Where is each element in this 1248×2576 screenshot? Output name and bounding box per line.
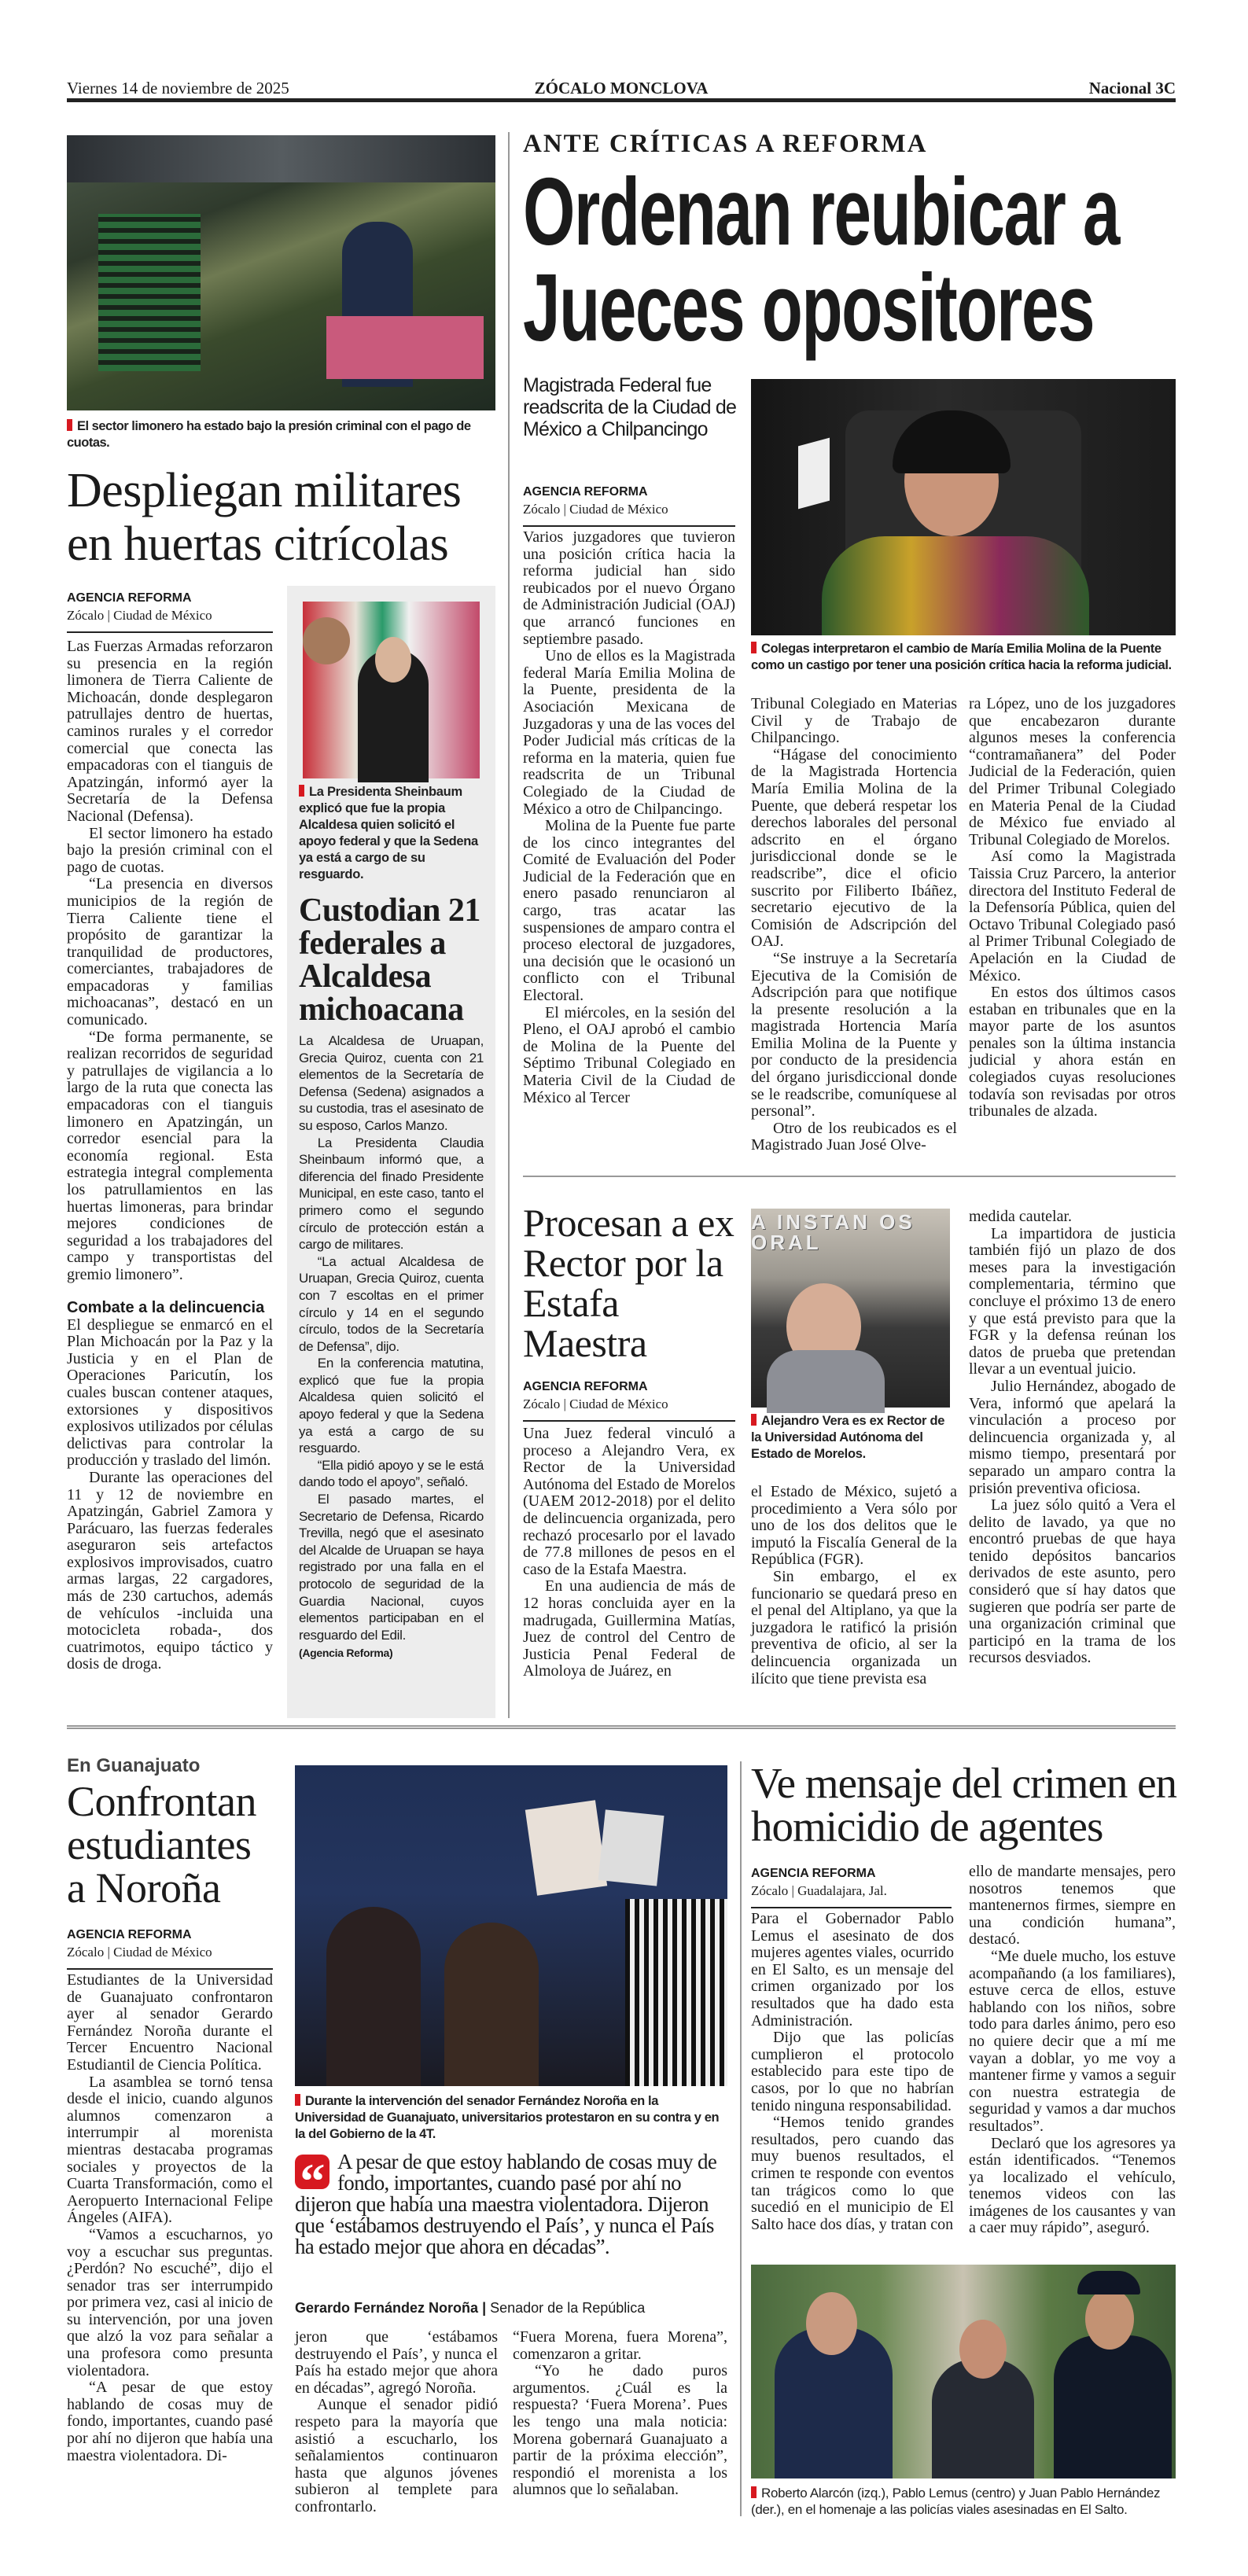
paragraph: Declaró que los agresores ya están identificados. “Tenemos ya localizado el vehículo, tenemos videos con las imágenes de los causantes y van a caer muy rápido”, aseguró. <box>969 2134 1176 2237</box>
article-body <box>67 638 273 1700</box>
column-rule <box>740 1761 742 2516</box>
subheading: Combate a la delincuencia <box>67 1298 265 1316</box>
byline <box>67 590 273 633</box>
paragraph: El pasado martes, el Secretario de Defensa, Ricardo Trevilla, negó que el asesinato del Alcalde de Uruapan se haya registrado por una falla en el protocolo de seguridad de la Guardia Nacional, cuyos elementos participaban en el resguardo del Edil. <box>299 1492 484 1643</box>
paragraph: ra López, uno de los juzgadores que encabezaron durante algunos meses la conferencia “contramañanera” del Poder Judicial de la Federación, quien del Primer Tribunal Colegiado en Materia Penal de la Ciudad de México fue enviado al Tribunal Colegiado de Morelos. <box>969 695 1176 848</box>
article-body-col-3 <box>969 1209 1176 1696</box>
sidebar-box <box>287 586 495 1718</box>
article-body-col-2 <box>751 695 957 1154</box>
paragraph: Varios juzgadores que tuvieron una posición crítica hacia la reforma judicial han sido reubicados por el nuevo Órgano de Administración Judicial (OAJ) que arrancó funciones en septiembre pasado. <box>523 528 735 648</box>
photo-caption: Durante la intervención del senador Fernández Noroña en la Universidad de Guanajuato, universitarios protestaron en su contra y en la del Gobierno de la 4T. <box>295 2093 731 2143</box>
paragraph: “Ella pidió apoyo y se le está dando todo el apoyo”, señaló. <box>299 1457 484 1490</box>
paragraph: “Fuera Morena, fuera Morena”, comenzaron a gritar. <box>513 2328 727 2363</box>
paragraph: Tribunal Colegiado en Materias Civil y de Trabajo de Chilpancingo. <box>751 695 957 747</box>
paragraph: jeron que ‘estábamos destruyendo el País’, y nunca el País ha estado mejor que ahora en décadas”, agregó Noroña. <box>295 2328 498 2397</box>
paragraph: Julio Hernández, abogado de Vera, informó que apelará la vinculación a proceso por delincuencia organizada y, al mismo tiempo, presentará por separado un amparo contra la prisión preventiva oficiosa. <box>969 1377 1176 1497</box>
deck: Magistrada Federal fue readscrita de la Ciudad de México a Chilpancingo <box>523 374 737 440</box>
officials-homage-photo <box>751 2265 1176 2478</box>
paragraph: La asamblea se tornó tensa desde el inicio, cuando algunos alumnos comenzaron a interrumpir al morenista mientras destacaba programas sociales y proyectos de la Cuarta Transformación, como el Aeropuerto Internacional Felipe Ángeles (AIFA). <box>67 2073 273 2227</box>
paragraph: El miércoles, en la sesión del Pleno, el OAJ aprobó el cambio de Molina de la Puente del Séptimo Tribunal Colegiado en Materia Civil de la Ciudad de México al Tercer <box>523 1003 735 1106</box>
photo-caption: La Presidenta Sheinbaum explicó que fue la propia Alcaldesa quien solicitó el apoyo federal y que la Sedena ya está a cargo de su resguardo. <box>299 784 484 883</box>
paragraph: el Estado de México, sujetó a procedimiento a Vera sólo por uno de los dos delitos que le imputó la Fiscalía General de la República (FGR). <box>751 1483 957 1569</box>
headline-line-1: Ordenan reubicar a <box>523 158 1119 265</box>
paragraph: “Hemos tenido grandes resultados, pero cuando das muy buenos resultados, el crimen te responde con eventos tan trágicos como lo que sucedió en el municipio de El Salto hace dos días, y tratan con <box>751 2114 954 2233</box>
paragraph: La Presidenta Claudia Sheinbaum informó que, a diferencia del finado Presidente Municipal, en este caso, tanto el primero como el segundo círculo de protección están a cargo de militares. <box>299 1135 484 1253</box>
agency: AGENCIA REFORMA <box>751 1867 876 1880</box>
paragraph: “A pesar de que estoy hablando de cosas muy de fondo, importantes, cuando pasé por ahí no dijeron que había una maestra violentadora. Di- <box>67 2379 273 2464</box>
paragraph: “Se instruye a la Secretaría Ejecutiva de la Comisión de Adscripción para que notifique la presente resolución a la magistrada Hortencia María Emilia Molina de la Puente y por conducto de la presidencia del órgano jurisdiccional donde se le readscribe, comuníquese al personal”. <box>751 949 957 1121</box>
paragraph: La juez sólo quitó a Vera el delito de lavado, ya que no encontró pruebas de que haya tenido depósitos bancarios derivados de este asunto, pero consideró que sí hay datos que sugieren que podría ser parte de una organización criminal que participó en la trama de los recursos desviados. <box>969 1496 1176 1667</box>
agency: AGENCIA REFORMA <box>523 1380 648 1393</box>
byline <box>523 484 735 527</box>
column-rule <box>508 132 510 1718</box>
article-headline: Confrontan estudiantes a Noroña <box>67 1778 256 1912</box>
quote-text: A pesar de que estoy hablando de cosas muy de fondo, importantes, cuando pasé por ahí no dijeron que había una maestra violentadora. Dijeron que ‘estábamos destruyendo el País’, y nunca el País ha estado mejor que ahora en décadas”. <box>295 2150 717 2258</box>
paragraph: Sin embargo, el ex funcionario se quedará preso en el penal del Altiplano, ya que la juzgadora le ratificó la prisión preventiva de oficio, al ser la delincuencia organizada un ilícito que tiene prevista esa <box>751 1567 957 1687</box>
kicker: ANTE CRÍTICAS A REFORMA <box>523 130 928 158</box>
article-headline: Procesan a ex Rector por la Estafa Maestra <box>523 1201 734 1365</box>
paragraph: La Alcaldesa de Uruapan, Grecia Quiroz, cuenta con 21 elementos de la Secretaría de Defensa (Sedena) asignados a su custodia, tras el asesinato de su esposo, Carlos Manzo. <box>299 1033 484 1133</box>
article-body-col-1 <box>523 1426 735 1697</box>
quote-attribution: Gerardo Fernández Noroña | Senador de la República <box>295 2300 646 2316</box>
credit: (Agencia Reforma) <box>299 1647 393 1660</box>
paragraph: En estos dos últimos casos estaban en tribunales que en la mayor parte de los asuntos penales son la última instancia judicial y ahora están en colegiados cuyas resoluciones todavía son revisadas por otros tribunales de alzada. <box>969 984 1176 1121</box>
dateline: Zócalo | Ciudad de México <box>67 1945 212 1960</box>
paragraph: Molina de la Puente fue parte de los cinco integrantes del Comité de Evaluación del Poder Judicial de la Federación que en enero pasado renunciaron al cargo, tras acatar las suspensiones de amparo contra el proceso electoral de juzgadores, una decisión que le ocasionó un conflicto con el Tribunal Electoral. <box>523 817 735 1005</box>
paragraph: Para el Gobernador Pablo Lemus el asesinato de dos mujeres agentes viales, ocurrido en El Salto, es un mensaje del crimen organizado por los resultados que ha dado esta Administración. <box>751 1910 954 2030</box>
article-body-col-2 <box>751 1484 957 1696</box>
issue-date: Viernes 14 de noviembre de 2025 <box>67 79 289 98</box>
student-protest-photo <box>295 1765 727 2086</box>
paragraph: Así como la Magistrada Taissia Cruz Parcero, la anterior directora del Instituto Federal de la Defensoría Pública, quien del Octavo Tribunal Colegiado pasó al Primer Tribunal Colegiado de Apelación en la Ciudad de México. <box>969 848 1176 984</box>
pull-quote <box>295 2151 731 2258</box>
byline <box>523 1378 735 1422</box>
newspaper-name: ZÓCALO MONCLOVA <box>534 79 709 98</box>
paragraph: Una Juez federal vinculó a proceso a Alejandro Vera, ex Rector de la Universidad Autónoma del Estado de Morelos (UAEM 2012-2018) por el delito de delincuencia organizada, pero rechazó procesarlo por el lavado de 77.8 millones de pesos en el caso de la Estafa Maestra. <box>523 1425 735 1578</box>
paragraph: La impartidora de justicia también fijó un plazo de dos meses para la investigación complementaria, término que concluye el próximo 13 de enero y que está previsto para que la FGR y la defensa reúnan los datos de prueba que pretendan llevar a un eventual juicio. <box>969 1224 1176 1378</box>
paragraph: “La actual Alcaldesa de Uruapan, Grecia Quiroz, cuenta con 7 escoltas en el primer círculo y 14 en el segundo círculo, todos de la Secretaría de Defensa”, dijo. <box>299 1253 484 1354</box>
paragraph: “La presencia en diversos municipios de la región de Tierra Caliente tiene el propósito de garantizar la tranquilidad de productores, comerciantes, trabajadores de empacadoras y familias michoacanas”, destacó en un comunicado. <box>67 875 273 1029</box>
agency: AGENCIA REFORMA <box>67 1928 192 1941</box>
article-body-col-3 <box>513 2329 727 2506</box>
ex-rector-photo <box>751 1209 950 1408</box>
section-page: Nacional 3C <box>1088 79 1176 98</box>
photo-caption: Roberto Alarcón (izq.), Pablo Lemus (centro) y Juan Pablo Hernández (der.), en el homenaje a las policías viales asesinadas en El Salto. <box>751 2485 1180 2518</box>
dateline: Zócalo | Ciudad de México <box>67 608 212 623</box>
kicker: En Guanajuato <box>67 1755 201 1776</box>
agency: AGENCIA REFORMA <box>67 591 192 605</box>
paragraph: Aunque el senador pidió respeto para la mayoría que asistió a escucharlo, los señalamientos continuaron hasta que algunos jóvenes subieron al templete para confrontarlo. <box>295 2396 498 2515</box>
paragraph: Durante las operaciones del 11 y 12 de noviembre en Apatzingán, Gabriel Zamora y Parácuaro, las fuerzas federales aseguraron seis artefactos explosivos improvisados, cuatro armas largas, 22 cargadores, más de 230 cartuchos, además de vehículos -incluida una motocicleta robada-, dos cuatrimotos, equipo táctico y dosis de droga. <box>67 1468 273 1673</box>
byline <box>751 1865 952 1908</box>
article-body-col-1 <box>751 1911 954 2257</box>
paragraph: “De forma permanente, se realizan recorridos de seguridad y patrullajes de vigilancia a lo largo de la ruta que conecta las empacadoras con el tianguis limonero en Apatzingán, un corredor esencial para la economía regional. Esta estrategia integral complementa los patrullamientos en las huertas limoneras, para brindar mejores condiciones de seguridad a los trabajadores del campo y transportistas del gremio limonero”. <box>67 1028 273 1283</box>
article-body-col-1 <box>67 1972 273 2523</box>
article-body-col-1 <box>523 529 735 1135</box>
paragraph: ello de mandarte mensajes, pero nosotros tenemos que mantenernos firmes, siempre en una condición humana”, destacó. <box>969 1863 1176 1949</box>
photo-caption: El sector limonero ha estado bajo la presión criminal con el pago de cuotas. <box>67 418 507 451</box>
building-sign: A INSTAN OS ORAL <box>751 1210 924 1254</box>
section-divider <box>67 1725 1176 1729</box>
paragraph: El despliegue se enmarcó en el Plan Michoacán por la Paz y la Justicia y en el Plan de Operaciones Paricutín, los cuales buscan contener ataques, extorsiones y dispositivos explosivos utilizados por células delictivas para controlar la producción y traslado del limón. <box>67 1316 273 1470</box>
section-rule <box>523 1176 1176 1177</box>
paragraph: “Yo he dado puros argumentos. ¿Cuál es la respuesta? ‘Fuera Morena’. Pues les tengo una mala noticia: Morena gobernará Guanajuato a partir de la próxima elección”, respondió el morenista a los alumnos que lo señalaban. <box>513 2362 727 2499</box>
dateline: Zócalo | Ciudad de México <box>523 502 668 517</box>
paragraph: Uno de ellos es la Magistrada federal María Emilia Molina de la Puente, presidenta de la Asociación Mexicana de Juzgadoras y una de las voces del Poder Judicial más críticas de la reforma en la materia, quien fue readscrita de un Tribunal Colegiado de la Ciudad de México a otro de Chilpancingo. <box>523 647 735 818</box>
lemon-packing-photo <box>67 135 495 410</box>
article-headline: Ve mensaje del crimen en homicidio de agentes <box>751 1759 1177 1850</box>
page-header <box>67 79 1176 102</box>
paragraph: “Me duele mucho, los estuve acompañando (a los familiares), estuve cerca de ellos, estuve hablando con los niños, sobre todo para darles ánimo, pero eso no quiere decir que a mí me vayan a doblar, yo me voy a mantener firme y vamos a seguir con nuestra estrategia de seguridad y vamos a dar muchos resultados”. <box>969 1947 1176 2135</box>
headline-line-2: Jueces opositores <box>523 254 1095 361</box>
sidebar-headline: Custodian 21 federales a Alcaldesa michoacana <box>299 892 480 1028</box>
dateline: Zócalo | Guadalajara, Jal. <box>751 1883 887 1898</box>
paragraph: En una audiencia de más de 12 horas concluida ayer en la madrugada, Guillermina Matías, Juez de control del Centro de Justicia Penal Federal de Almoloya de Juárez, en <box>523 1577 735 1680</box>
agency: AGENCIA REFORMA <box>523 485 648 499</box>
paragraph: En la conferencia matutina, explicó que fue la propia Alcaldesa quien solicitó el apoyo federal y que la Sedena ya está a cargo de su resguardo. <box>299 1356 484 1456</box>
photo-caption: Colegas interpretaron el cambio de María Emilia Molina de la Puente como un castigo por tener una posición crítica hacia la reforma judicial. <box>751 641 1180 674</box>
paragraph: El sector limonero ha estado bajo la presión criminal con el pago de cuotas. <box>67 824 273 876</box>
paragraph: “Hágase del conocimiento de la Magistrada Hortencia María Emilia Molina de la Puente, que deberá respetar los derechos laborales del personal adscrito en el órgano jurisdiccional donde se le readscribe”, dice el oficio suscrito por Filiberto Ibáñez, secretario ejecutivo de la Comisión de Adscripción del OAJ. <box>751 745 957 951</box>
magistrate-photo <box>751 379 1176 635</box>
quote-author: Gerardo Fernández Noroña <box>295 2300 479 2316</box>
sheinbaum-rally-photo <box>303 602 480 778</box>
quote-role: Senador de la República <box>490 2300 646 2316</box>
byline <box>67 1926 273 1970</box>
paragraph: “Vamos a escucharnos, yo voy a escuchar sus preguntas. ¿Perdón? No escuché”, dijo el senador tras ser interrumpido por primera vez, casi al inicio de su intervención, por una joven que alzó la voz para señalar a una profesora como presunta violentadora. <box>67 2225 273 2379</box>
article-headline: Despliegan militares en huertas citrícolas <box>67 464 462 571</box>
paragraph: medida cautelar. <box>969 1208 1073 1225</box>
sidebar-body <box>299 1032 484 1662</box>
article-body-col-2 <box>969 1864 1176 2257</box>
paragraph: Dijo que las policías cumplieron el protocolo establecido para este tipo de casos, por lo que no habrían tenido ninguna responsabilidad. <box>751 2029 954 2114</box>
quote-mark-icon: “ <box>295 2155 329 2189</box>
main-headline <box>523 158 1184 361</box>
dateline: Zócalo | Ciudad de México <box>523 1397 668 1411</box>
paragraph: Estudiantes de la Universidad de Guanajuato confrontaron ayer al senador Gerardo Fernández Noroña durante el Tercer Encuentro Nacional Estudiantil de Ciencia Política. <box>67 1971 273 2074</box>
paragraph: Las Fuerzas Armadas reforzaron su presencia en la región limonera de Tierra Caliente de Michoacán, donde desplegaron patrullajes dentro de huertas, caminos rurales y el corredor comercial que conecta las empacadoras con el tianguis de Apatzingán, informó ayer la Secretaría de la Defensa Nacional (Defensa). <box>67 638 273 825</box>
article-body-col-2 <box>295 2328 498 2515</box>
article-body-col-3 <box>969 696 1176 1136</box>
paragraph: Otro de los reubicados es el Magistrado Juan José Olve- <box>751 1119 957 1154</box>
photo-caption: Alejandro Vera es ex Rector de la Universidad Autónoma del Estado de Morelos. <box>751 1413 954 1463</box>
